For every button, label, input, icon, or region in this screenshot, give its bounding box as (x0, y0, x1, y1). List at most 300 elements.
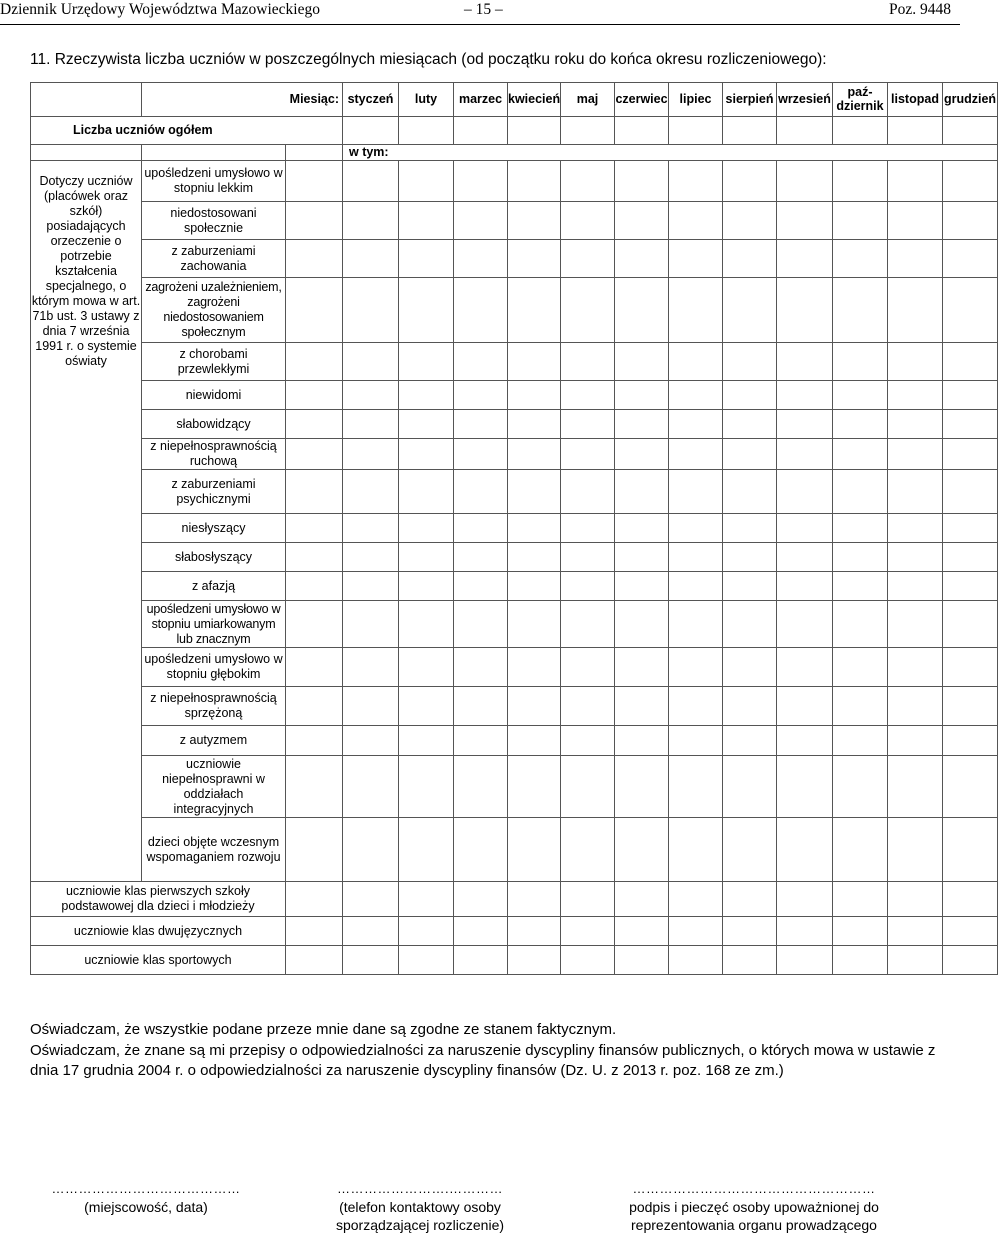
data-cell[interactable] (399, 381, 454, 410)
data-cell[interactable] (454, 343, 508, 381)
data-cell[interactable] (343, 572, 399, 601)
data-cell[interactable] (454, 946, 508, 975)
data-cell[interactable] (943, 882, 998, 917)
data-cell[interactable] (286, 240, 343, 278)
data-cell[interactable] (777, 543, 833, 572)
data-cell[interactable] (343, 917, 399, 946)
data-cell[interactable] (454, 439, 508, 470)
data-cell[interactable] (508, 161, 561, 202)
data-cell[interactable] (454, 278, 508, 343)
section-title: 11. Rzeczywista liczba uczniów w poszczególnych miesiącach (od początku roku do końca okresu rozliczeniowego): (30, 51, 827, 68)
data-cell[interactable] (833, 161, 888, 202)
data-cell[interactable] (343, 343, 399, 381)
data-cell[interactable] (723, 240, 777, 278)
data-cell[interactable] (286, 514, 343, 543)
data-cell[interactable] (888, 161, 943, 202)
data-cell[interactable] (833, 343, 888, 381)
data-cell[interactable] (777, 343, 833, 381)
data-cell[interactable] (669, 648, 723, 687)
signature-authorized (596, 1180, 912, 1234)
data-cell[interactable] (833, 756, 888, 818)
data-cell[interactable] (561, 470, 615, 514)
data-cell[interactable] (343, 514, 399, 543)
data-cell[interactable] (943, 439, 998, 470)
category-label: zagrożeni uzależnieniem, zagrożeni niedostosowaniem społecznym (142, 278, 286, 343)
data-cell[interactable] (669, 572, 723, 601)
data-cell[interactable] (615, 240, 669, 278)
data-cell[interactable] (286, 161, 343, 202)
data-cell[interactable] (343, 543, 399, 572)
data-cell[interactable] (561, 543, 615, 572)
data-cell[interactable] (777, 882, 833, 917)
data-cell[interactable] (286, 278, 343, 343)
data-cell[interactable] (343, 439, 399, 470)
category-label: niesłyszący (142, 514, 286, 543)
data-cell[interactable] (943, 470, 998, 514)
data-cell[interactable] (399, 648, 454, 687)
data-cell[interactable] (561, 572, 615, 601)
data-cell[interactable] (615, 439, 669, 470)
data-cell[interactable] (777, 202, 833, 240)
data-cell[interactable] (561, 818, 615, 882)
data-cell[interactable] (508, 514, 561, 543)
data-cell[interactable] (943, 161, 998, 202)
data-cell[interactable] (399, 117, 454, 145)
data-cell[interactable] (399, 543, 454, 572)
data-cell[interactable] (833, 278, 888, 343)
data-cell[interactable] (615, 917, 669, 946)
data-cell[interactable] (943, 687, 998, 726)
month-header: grudzień (943, 83, 998, 117)
data-cell[interactable] (833, 514, 888, 543)
data-cell[interactable] (615, 278, 669, 343)
data-cell[interactable] (943, 572, 998, 601)
data-cell[interactable] (777, 161, 833, 202)
data-cell[interactable] (777, 601, 833, 648)
data-cell[interactable] (286, 410, 343, 439)
data-cell[interactable] (561, 410, 615, 439)
data-cell[interactable] (399, 818, 454, 882)
data-cell[interactable] (561, 514, 615, 543)
data-cell[interactable] (833, 726, 888, 756)
data-cell[interactable] (561, 202, 615, 240)
data-cell[interactable] (943, 726, 998, 756)
data-cell[interactable] (454, 410, 508, 439)
table-row (31, 514, 998, 543)
publication-title: Dziennik Urzędowy Województwa Mazowieckiego (0, 1, 320, 18)
data-cell[interactable] (833, 439, 888, 470)
data-cell[interactable] (777, 278, 833, 343)
data-cell[interactable] (286, 470, 343, 514)
data-cell[interactable] (833, 601, 888, 648)
table-row (31, 946, 998, 975)
data-cell[interactable] (399, 726, 454, 756)
data-cell[interactable] (454, 117, 508, 145)
data-cell[interactable] (454, 202, 508, 240)
data-cell[interactable] (723, 756, 777, 818)
data-cell[interactable] (669, 726, 723, 756)
data-cell[interactable] (399, 687, 454, 726)
data-cell[interactable] (888, 601, 943, 648)
data-cell[interactable] (561, 726, 615, 756)
data-cell[interactable] (454, 470, 508, 514)
data-cell[interactable] (888, 514, 943, 543)
data-cell[interactable] (723, 687, 777, 726)
data-cell[interactable] (399, 161, 454, 202)
data-cell[interactable] (508, 202, 561, 240)
data-cell[interactable] (833, 381, 888, 410)
data-cell[interactable] (561, 240, 615, 278)
data-cell[interactable] (561, 882, 615, 917)
data-cell[interactable] (454, 756, 508, 818)
data-cell[interactable] (343, 756, 399, 818)
data-cell[interactable] (669, 439, 723, 470)
data-cell[interactable] (777, 756, 833, 818)
data-cell[interactable] (723, 202, 777, 240)
data-cell[interactable] (454, 648, 508, 687)
data-cell[interactable] (343, 470, 399, 514)
data-cell[interactable] (343, 601, 399, 648)
data-cell[interactable] (399, 343, 454, 381)
data-cell[interactable] (723, 343, 777, 381)
data-cell[interactable] (888, 882, 943, 917)
data-cell[interactable] (286, 726, 343, 756)
data-cell[interactable] (777, 117, 833, 145)
data-cell[interactable] (343, 726, 399, 756)
data-cell[interactable] (833, 117, 888, 145)
data-cell[interactable] (669, 240, 723, 278)
data-cell[interactable] (669, 818, 723, 882)
data-cell[interactable] (286, 882, 343, 917)
data-cell[interactable] (777, 818, 833, 882)
data-cell[interactable] (943, 202, 998, 240)
data-cell[interactable] (286, 917, 343, 946)
data-cell[interactable] (669, 601, 723, 648)
data-cell[interactable] (833, 470, 888, 514)
data-cell[interactable] (286, 687, 343, 726)
data-cell[interactable] (399, 882, 454, 917)
data-cell[interactable] (508, 687, 561, 726)
data-cell[interactable] (561, 601, 615, 648)
data-cell[interactable] (943, 917, 998, 946)
data-cell[interactable] (615, 818, 669, 882)
data-cell[interactable] (286, 756, 343, 818)
data-cell[interactable] (723, 470, 777, 514)
data-cell[interactable] (888, 470, 943, 514)
table-row (31, 161, 998, 202)
data-cell[interactable] (286, 439, 343, 470)
data-cell[interactable] (723, 161, 777, 202)
data-cell[interactable] (615, 410, 669, 439)
data-cell[interactable] (888, 439, 943, 470)
data-cell[interactable] (454, 161, 508, 202)
data-cell[interactable] (508, 818, 561, 882)
data-cell[interactable] (777, 514, 833, 543)
data-cell[interactable] (508, 601, 561, 648)
data-cell[interactable] (723, 439, 777, 470)
data-cell[interactable] (888, 756, 943, 818)
data-cell[interactable] (888, 917, 943, 946)
data-cell[interactable] (561, 439, 615, 470)
data-cell[interactable] (399, 278, 454, 343)
data-cell[interactable] (508, 278, 561, 343)
data-cell[interactable] (833, 240, 888, 278)
data-cell[interactable] (286, 648, 343, 687)
data-cell[interactable] (777, 946, 833, 975)
data-cell[interactable] (615, 726, 669, 756)
data-cell[interactable] (454, 882, 508, 917)
data-cell[interactable] (508, 240, 561, 278)
data-cell[interactable] (508, 381, 561, 410)
data-cell[interactable] (723, 278, 777, 343)
data-cell[interactable] (723, 514, 777, 543)
data-cell[interactable] (723, 381, 777, 410)
data-cell[interactable] (723, 410, 777, 439)
data-cell[interactable] (561, 917, 615, 946)
data-cell[interactable] (343, 410, 399, 439)
data-cell[interactable] (833, 882, 888, 917)
data-cell[interactable] (508, 917, 561, 946)
data-cell[interactable] (454, 514, 508, 543)
data-cell[interactable] (399, 601, 454, 648)
data-cell[interactable] (943, 946, 998, 975)
data-cell[interactable] (833, 818, 888, 882)
data-cell[interactable] (777, 240, 833, 278)
data-cell[interactable] (888, 117, 943, 145)
data-cell[interactable] (888, 410, 943, 439)
data-cell[interactable] (399, 470, 454, 514)
data-cell[interactable] (669, 117, 723, 145)
data-cell[interactable] (777, 381, 833, 410)
data-cell[interactable] (943, 601, 998, 648)
data-cell[interactable] (723, 946, 777, 975)
data-cell[interactable] (669, 410, 723, 439)
data-cell[interactable] (561, 343, 615, 381)
data-cell[interactable] (399, 917, 454, 946)
data-cell[interactable] (399, 946, 454, 975)
data-cell[interactable] (286, 946, 343, 975)
data-cell[interactable] (399, 410, 454, 439)
data-cell[interactable] (561, 946, 615, 975)
data-cell[interactable] (286, 202, 343, 240)
month-header: sierpień (723, 83, 777, 117)
data-cell[interactable] (508, 572, 561, 601)
data-cell[interactable] (777, 439, 833, 470)
data-cell[interactable] (669, 343, 723, 381)
data-cell[interactable] (508, 946, 561, 975)
data-cell[interactable] (454, 917, 508, 946)
data-cell[interactable] (454, 687, 508, 726)
data-cell[interactable] (833, 917, 888, 946)
data-cell[interactable] (888, 687, 943, 726)
data-cell[interactable] (888, 572, 943, 601)
data-cell[interactable] (343, 648, 399, 687)
data-cell[interactable] (615, 882, 669, 917)
data-cell[interactable] (943, 543, 998, 572)
data-cell[interactable] (508, 410, 561, 439)
data-cell[interactable] (343, 117, 399, 145)
data-cell[interactable] (399, 514, 454, 543)
data-cell[interactable] (669, 202, 723, 240)
data-cell[interactable] (561, 648, 615, 687)
data-cell[interactable] (888, 543, 943, 572)
data-cell[interactable] (615, 572, 669, 601)
data-cell[interactable] (399, 439, 454, 470)
data-cell[interactable] (943, 278, 998, 343)
data-cell[interactable] (943, 410, 998, 439)
data-cell[interactable] (943, 756, 998, 818)
data-cell[interactable] (723, 543, 777, 572)
data-cell[interactable] (508, 470, 561, 514)
data-cell[interactable] (508, 117, 561, 145)
data-cell[interactable] (286, 601, 343, 648)
data-cell[interactable] (615, 601, 669, 648)
data-cell[interactable] (615, 687, 669, 726)
data-cell[interactable] (454, 818, 508, 882)
data-cell[interactable] (454, 381, 508, 410)
data-cell[interactable] (669, 470, 723, 514)
data-cell[interactable] (615, 756, 669, 818)
data-cell[interactable] (615, 946, 669, 975)
data-cell[interactable] (943, 514, 998, 543)
data-cell[interactable] (286, 381, 343, 410)
data-cell[interactable] (723, 818, 777, 882)
data-cell[interactable] (615, 202, 669, 240)
data-cell[interactable] (286, 818, 343, 882)
data-cell[interactable] (561, 687, 615, 726)
data-cell[interactable] (833, 687, 888, 726)
data-cell[interactable] (286, 572, 343, 601)
data-cell[interactable] (615, 161, 669, 202)
data-cell[interactable] (669, 917, 723, 946)
data-cell[interactable] (669, 381, 723, 410)
data-cell[interactable] (454, 572, 508, 601)
data-cell[interactable] (777, 470, 833, 514)
data-cell[interactable] (561, 117, 615, 145)
month-header: marzec (454, 83, 508, 117)
data-cell[interactable] (723, 648, 777, 687)
data-cell[interactable] (888, 818, 943, 882)
data-cell[interactable] (561, 161, 615, 202)
data-cell[interactable] (943, 648, 998, 687)
data-cell[interactable] (777, 648, 833, 687)
data-cell[interactable] (669, 543, 723, 572)
data-cell[interactable] (508, 439, 561, 470)
data-cell[interactable] (561, 278, 615, 343)
data-cell[interactable] (888, 946, 943, 975)
data-cell[interactable] (888, 381, 943, 410)
data-cell[interactable] (723, 917, 777, 946)
data-cell[interactable] (777, 410, 833, 439)
data-cell[interactable] (943, 240, 998, 278)
data-cell[interactable] (888, 343, 943, 381)
data-cell[interactable] (777, 687, 833, 726)
data-cell[interactable] (888, 726, 943, 756)
data-cell[interactable] (723, 726, 777, 756)
data-cell[interactable] (399, 572, 454, 601)
data-cell[interactable] (888, 202, 943, 240)
data-cell[interactable] (888, 648, 943, 687)
data-cell[interactable] (508, 726, 561, 756)
data-cell[interactable] (669, 278, 723, 343)
data-cell[interactable] (343, 882, 399, 917)
data-cell[interactable] (833, 543, 888, 572)
data-cell[interactable] (508, 882, 561, 917)
data-cell[interactable] (888, 240, 943, 278)
data-cell[interactable] (343, 161, 399, 202)
data-cell[interactable] (833, 572, 888, 601)
data-cell[interactable] (615, 470, 669, 514)
data-cell[interactable] (943, 381, 998, 410)
data-cell[interactable] (888, 278, 943, 343)
data-cell[interactable] (943, 117, 998, 145)
data-cell[interactable] (833, 410, 888, 439)
data-cell[interactable] (343, 278, 399, 343)
data-cell[interactable] (669, 514, 723, 543)
data-cell[interactable] (343, 687, 399, 726)
data-cell[interactable] (669, 687, 723, 726)
data-cell[interactable] (343, 240, 399, 278)
data-cell[interactable] (615, 648, 669, 687)
data-cell[interactable] (343, 818, 399, 882)
data-cell[interactable] (723, 117, 777, 145)
data-cell[interactable] (833, 648, 888, 687)
data-cell[interactable] (669, 756, 723, 818)
data-cell[interactable] (669, 161, 723, 202)
data-cell[interactable] (343, 381, 399, 410)
data-cell[interactable] (615, 117, 669, 145)
data-cell[interactable] (508, 343, 561, 381)
data-cell[interactable] (454, 543, 508, 572)
data-cell[interactable] (399, 756, 454, 818)
data-cell[interactable] (286, 343, 343, 381)
data-cell[interactable] (615, 514, 669, 543)
page-number: – 15 – (464, 1, 503, 18)
data-cell[interactable] (343, 202, 399, 240)
data-cell[interactable] (343, 946, 399, 975)
data-cell[interactable] (943, 818, 998, 882)
data-cell[interactable] (833, 946, 888, 975)
data-cell[interactable] (777, 917, 833, 946)
data-cell[interactable] (723, 572, 777, 601)
data-cell[interactable] (454, 601, 508, 648)
including-label: w tym: (343, 145, 998, 161)
data-cell[interactable] (669, 882, 723, 917)
data-cell[interactable] (669, 946, 723, 975)
data-cell[interactable] (615, 543, 669, 572)
data-cell[interactable] (561, 756, 615, 818)
category-label: z niepełnosprawnością ruchową (142, 439, 286, 470)
data-cell[interactable] (723, 882, 777, 917)
data-cell[interactable] (561, 381, 615, 410)
data-cell[interactable] (508, 648, 561, 687)
data-cell[interactable] (615, 381, 669, 410)
data-cell[interactable] (508, 543, 561, 572)
data-cell[interactable] (508, 756, 561, 818)
data-cell[interactable] (615, 343, 669, 381)
data-cell[interactable] (943, 343, 998, 381)
data-cell[interactable] (777, 572, 833, 601)
data-cell[interactable] (399, 240, 454, 278)
data-cell[interactable] (454, 240, 508, 278)
data-cell[interactable] (723, 601, 777, 648)
data-cell[interactable] (777, 726, 833, 756)
data-cell[interactable] (399, 202, 454, 240)
table-row (31, 381, 998, 410)
data-cell[interactable] (454, 726, 508, 756)
data-cell[interactable] (833, 202, 888, 240)
data-cell[interactable] (286, 543, 343, 572)
